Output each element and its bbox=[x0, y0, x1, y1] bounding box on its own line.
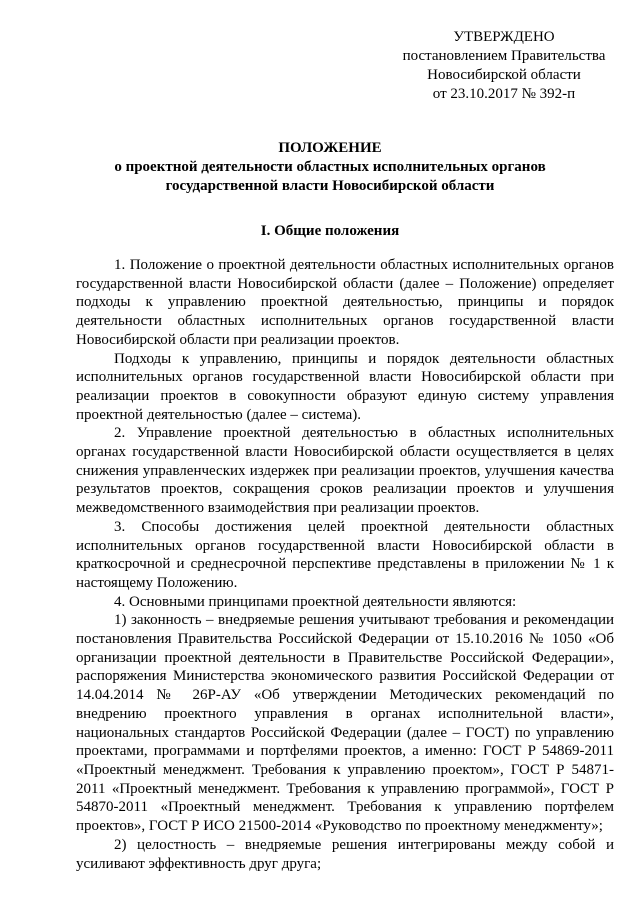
paragraph-3: 2. Управление проектной деятельностью в областных исполнительных органах государственной власти Новосибирской области осуществляется в целях снижения управленческих издержек при реализации проектов, улучшения качества результатов проектов, сокращения сроков реализации проектов и улучшения межведомственного взаимодействия при реализации проектов. bbox=[76, 425, 614, 517]
document-subtitle-line-2: государственной власти Новосибирской области bbox=[165, 178, 495, 194]
section-title: I. Общие положения bbox=[260, 223, 400, 239]
approval-line-decree: постановлением Правительства bbox=[402, 48, 606, 64]
approval-line-region: Новосибирской области bbox=[427, 67, 581, 83]
document-body bbox=[76, 256, 614, 873]
paragraph-7: 2) целостность – внедряемые решения интегрированы между собой и усиливают эффективность друг друга; bbox=[76, 836, 614, 872]
approval-line-approved: УТВЕРЖДЕНО bbox=[453, 29, 555, 45]
paragraph-1: 1. Положение о проектной деятельности областных исполнительных органов государственной власти Новосибирской области (далее – Положение) определяет подходы к управлению проектной деятельностью, принципы и порядок деятельности областных исполнительных органов государственной власти Новосибирской области при реализации проектов. bbox=[76, 257, 614, 348]
paragraph-4: 3. Способы достижения целей проектной деятельности областных исполнительных органов государственной власти Новосибирской области в краткосрочной и среднесрочной перспективе представлены в приложении № 1 к настоящему Положению. bbox=[76, 518, 614, 591]
document-title: ПОЛОЖЕНИЕ bbox=[278, 140, 382, 156]
paragraph-2: Подходы к управлению, принципы и порядок деятельности областных исполнительных органов государственной власти Новосибирской области при реализации проектов в совокупности образуют единую систему управления проектной деятельностью (далее – система). bbox=[76, 350, 614, 423]
approval-line-date-number: от 23.10.2017 № 392-п bbox=[432, 86, 576, 102]
paragraph-5: 4. Основными принципами проектной деятельности являются: bbox=[114, 593, 517, 610]
paragraph-6: 1) законность – внедряемые решения учитывают требования и рекомендации постановления Правительства Российской Федерации от 15.10.2016 № 1050 «Об организации проектной деятельности в Правительстве Российской Федерации», распоряжения Министерства экономического развития Российской Федерации от 14.04.2014 № 26Р-АУ «Об утверждении Методических рекомендаций по внедрению проектного управления в органах исполнительной власти», национальных стандартов Российской Федерации (далее – ГОСТ) по управлению проектами, программами и портфелями проектов, а именно: ГОСТ Р 54869-2011 «Проектный менеджмент. Требования к управлению проектом», ГОСТ Р 54871-2011 «Проектный менеджмент. Требования к управлению программой», ГОСТ Р 54870-2011 «Проектный менеджмент. Требования к управлению портфелем проектов», ГОСТ Р ИСО 21500-2014 «Руководство по проектному менеджменту»; bbox=[76, 612, 614, 835]
document-subtitle-line-1: о проектной деятельности областных исполнительных органов bbox=[114, 159, 546, 175]
approval-stamp bbox=[384, 28, 624, 104]
